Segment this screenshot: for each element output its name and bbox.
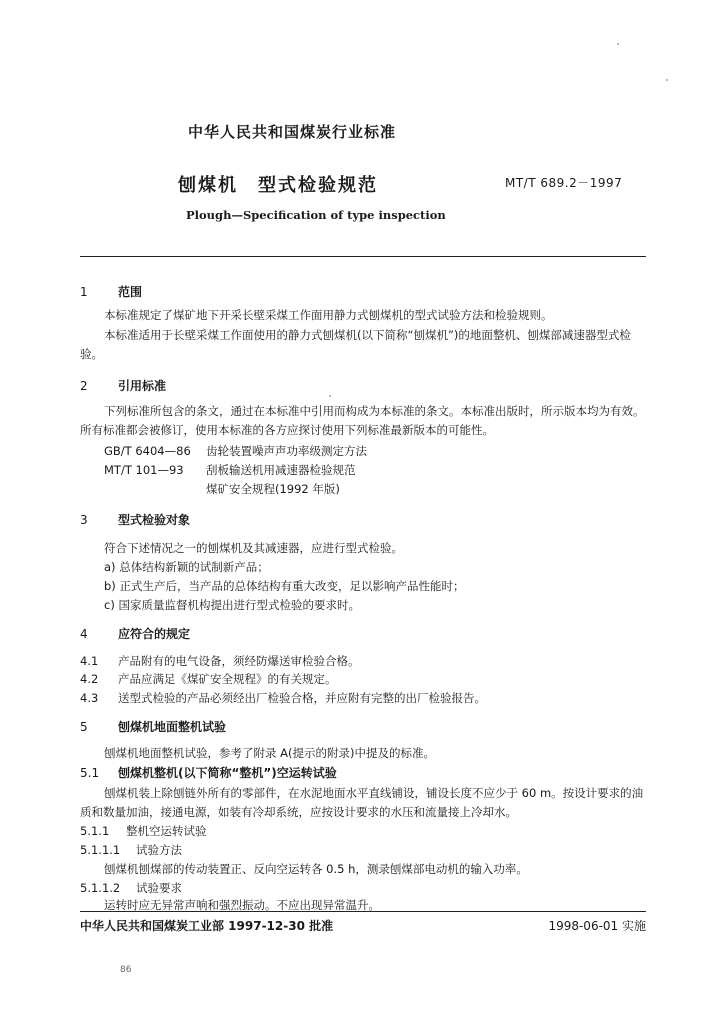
section-4-heading xyxy=(80,625,646,644)
subsection-5-1-heading xyxy=(80,764,646,783)
clause-item xyxy=(80,689,646,708)
reference-item xyxy=(80,461,670,480)
clause-text: 送型式检验的产品必须经出厂检验合格，并应附有完整的出厂检验报告。 xyxy=(118,691,486,705)
subsection-number: 5.1.1 xyxy=(80,824,110,838)
implementation-date: 1998-06-01 实施 xyxy=(548,919,646,933)
section-3-paragraph-1: 符合下述情况之一的刨煤机及其减速器，应进行型式检验。 xyxy=(104,541,403,555)
section-1-paragraph-2: 本标准适用于长壁采煤工作面使用的静力式刨煤机(以下简称“刨煤机”)的地面整机、刨煤部减速器型式检验。 xyxy=(80,328,631,361)
english-title: Plough—Specification of type inspection xyxy=(186,208,446,222)
reference-code: MT/T 101—93 xyxy=(104,463,184,477)
section-5-number: 5 xyxy=(80,720,88,734)
standard-code: MT/T 689.2－1997 xyxy=(505,176,623,190)
reference-name: 刮板输送机用减速器检验规范 xyxy=(206,463,356,477)
list-item: a) 总体结构新颖的试制新产品； xyxy=(104,560,269,574)
issuing-organization: 中华人民共和国煤炭行业标准 xyxy=(188,123,397,141)
reference-code: GB/T 6404—86 xyxy=(104,444,191,458)
clause-number: 4.3 xyxy=(80,691,99,705)
subsection-title: 试验要求 xyxy=(136,881,182,895)
subsection-number: 5.1.1.2 xyxy=(80,881,121,895)
approval-info: 中华人民共和国煤炭工业部 1997-12-30 批准 xyxy=(80,919,334,933)
section-4-number: 4 xyxy=(80,627,88,641)
subsection-5-1-1-heading xyxy=(80,822,646,841)
subsection-title: 试验方法 xyxy=(136,843,182,857)
section-5-paragraph-1: 刨煤机地面整机试验，参考了附录 A(提示的附录)中提及的标准。 xyxy=(104,746,435,760)
section-3-number: 3 xyxy=(80,513,88,527)
clause-number: 4.2 xyxy=(80,672,99,686)
page-number: 86 xyxy=(120,965,132,975)
section-3-heading xyxy=(80,511,646,530)
section-2-number: 2 xyxy=(80,379,88,393)
section-3-title: 型式检验对象 xyxy=(118,513,191,527)
section-1-number: 1 xyxy=(80,285,88,299)
subsection-number: 5.1.1.1 xyxy=(80,843,121,857)
list-item: b) 正式生产后，当产品的总体结构有重大改变，足以影响产品性能时； xyxy=(104,579,465,593)
section-5-title: 刨煤机地面整机试验 xyxy=(118,720,227,734)
footer-divider xyxy=(80,911,646,912)
reference-item xyxy=(80,480,670,499)
section-1-title: 范围 xyxy=(118,285,143,299)
clause-text: 产品附有的电气设备，须经防爆送审检验合格。 xyxy=(118,654,360,668)
section-2-paragraph-1: 下列标准所包含的条文，通过在本标准中引用而构成为本标准的条文。本标准出版时，所示版本均为有效。所有标准都会被修订，使用本标准的各方应探讨使用下列标准最新版本的可能性。 xyxy=(80,404,645,437)
document-title: 刨煤机 型式检验规范 xyxy=(178,175,378,196)
reference-item xyxy=(80,442,670,461)
section-5-heading xyxy=(80,718,646,737)
subsection-5-1-1-1-heading xyxy=(80,841,646,860)
clause-number: 4.1 xyxy=(80,654,99,668)
scan-speck xyxy=(617,43,619,45)
header-divider xyxy=(80,256,646,257)
section-2-title: 引用标准 xyxy=(118,379,167,393)
list-item: c) 国家质量监督机构提出进行型式检验的要求时。 xyxy=(104,598,360,612)
subsection-number: 5.1 xyxy=(80,766,100,780)
clause-item xyxy=(80,652,646,671)
subsection-title: 整机空运转试验 xyxy=(126,824,207,838)
reference-name: 煤矿安全规程(1992 年版) xyxy=(206,482,340,496)
scan-speck xyxy=(329,395,331,397)
reference-name: 齿轮装置噪声声功率级测定方法 xyxy=(206,444,367,458)
subsection-title: 刨煤机整机(以下简称“整机”)空运转试验 xyxy=(118,766,337,780)
subsection-5-1-1-1-paragraph: 刨煤机刨煤部的传动装置正、反向空运转各 0.5 h，测录刨煤部电动机的输入功率。 xyxy=(104,862,528,876)
clause-item xyxy=(80,670,646,689)
subsection-5-1-1-2-paragraph: 运转时应无异常声响和强烈振动。不应出现异常温升。 xyxy=(104,898,380,911)
section-1-paragraph-1: 本标准规定了煤矿地下开采长壁采煤工作面用静力式刨煤机的型式试验方法和检验规则。 xyxy=(104,308,553,322)
clause-text: 产品应满足《煤矿安全规程》的有关规定。 xyxy=(118,672,337,686)
subsection-5-1-paragraph: 刨煤机装上除刨链外所有的零部件，在水泥地面水平直线铺设，铺设长度不应少于 60 m。按设计要求的油质和数量加油，接通电源，如装有冷却系统，应按设计要求的水压和流量接上冷却水。 xyxy=(80,786,644,819)
scan-speck xyxy=(666,79,668,81)
section-2-heading xyxy=(80,377,646,396)
section-4-title: 应符合的规定 xyxy=(118,627,191,641)
section-1-heading xyxy=(80,283,646,302)
